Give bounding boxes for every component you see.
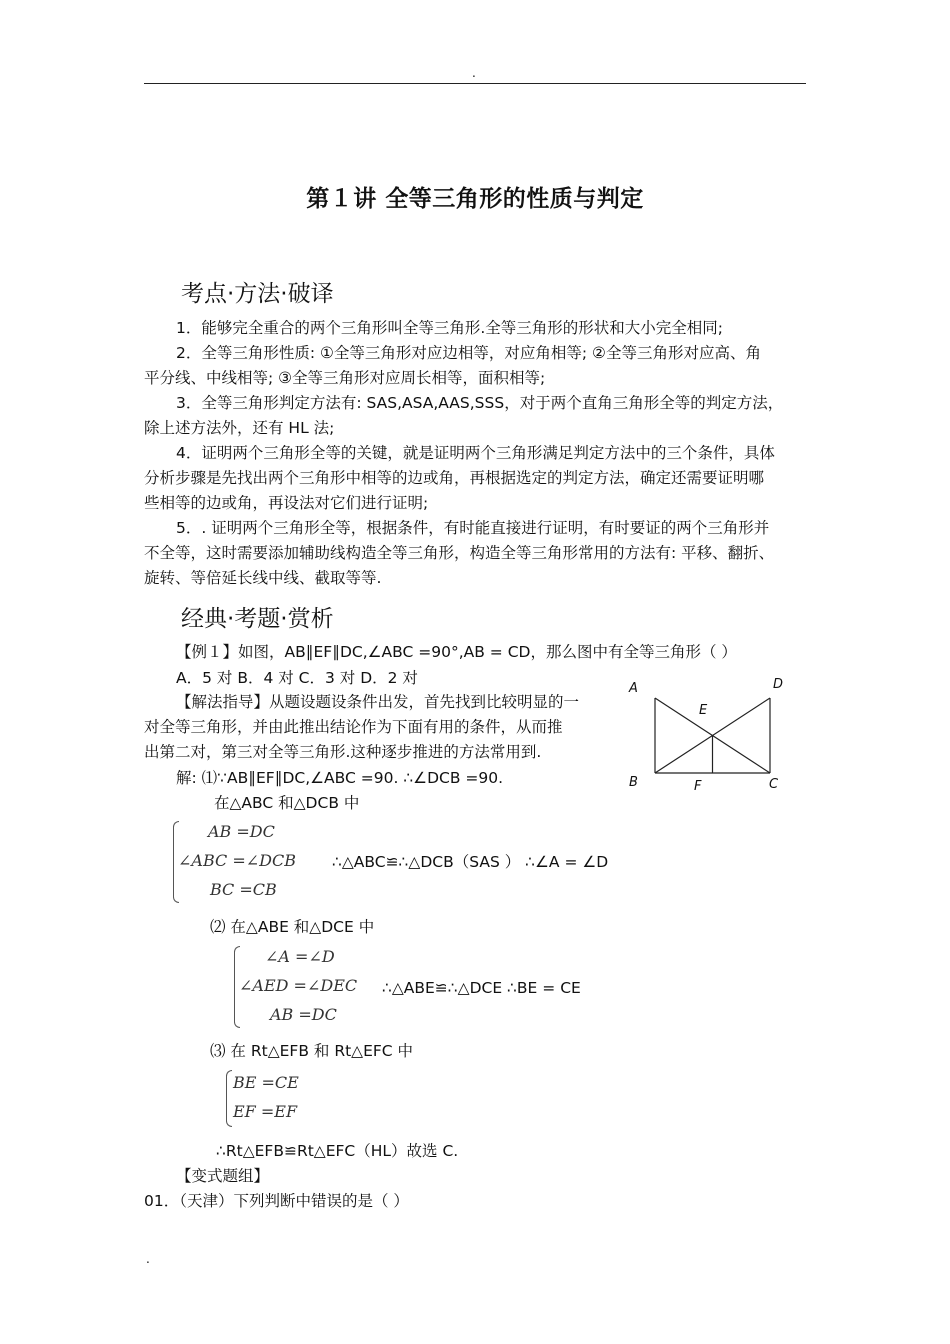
point-4-line2: 分析步骤是先找出两个三角形中相等的边或角，再根据选定的判定方法，确定还需要证明哪 <box>144 469 765 487</box>
point-2-line1: 2．全等三角形性质: ①全等三角形对应边相等，对应角相等; ②全等三角形对应高、角 <box>176 344 761 362</box>
solution-step-2: ⑵ 在△ABE 和△DCE 中 <box>210 918 375 936</box>
point-4-line3: 些相等的边或角，再设法对它们进行证明; <box>144 494 429 512</box>
example-1-question: 【例１】如图，AB∥EF∥DC,∠ABC =90°,AB = CD，那么图中有全等三角形（ ） <box>176 643 737 661</box>
system-3-brace <box>226 1070 232 1127</box>
section-heading-methods: 考点·方法·破译 <box>181 281 334 307</box>
solution-step-1: 解: ⑴∵AB∥EF∥DC,∠ABC =90. ∴∠DCB =90. <box>176 769 504 787</box>
system-3-eq1: BE =CE <box>233 1073 299 1092</box>
section-heading-examples: 经典·考题·赏析 <box>181 606 334 632</box>
conclusion-2: ∴△ABE≌∴△DCE ∴BE = CE <box>382 979 581 997</box>
point-5-line2: 不全等，这时需要添加辅助线构造全等三角形，构造全等三角形常用的方法有: 平移、翻折、 <box>144 544 775 562</box>
point-5-line1: 5．. 证明两个三角形全等，根据条件，有时能直接进行证明，有时要证的两个三角形并 <box>176 519 770 537</box>
label-e: E <box>699 703 708 718</box>
point-1: 1．能够完全重合的两个三角形叫全等三角形.全等三角形的形状和大小完全相同; <box>176 319 724 337</box>
variant-heading: 【变式题组】 <box>176 1167 270 1185</box>
system-1-eq3: BC =CB <box>210 880 277 899</box>
final-conclusion: ∴Rt△EFB≌Rt△EFC（HL）故选 C. <box>216 1142 459 1160</box>
system-3-eq2: EF =EF <box>233 1102 298 1121</box>
label-a: A <box>629 681 638 696</box>
guide-line-1: 【解法指导】从题设题设条件出发，首先找到比较明显的一 <box>176 693 580 711</box>
footer-dot: . <box>146 1252 150 1266</box>
system-1-eq2: ∠ABC =∠DCB <box>178 851 296 870</box>
point-2-line2: 平分线、中线相等; ③全等三角形对应周长相等，面积相等; <box>144 369 546 387</box>
label-f: F <box>694 779 702 794</box>
label-d: D <box>773 677 784 692</box>
conclusion-1: ∴△ABC≌∴△DCB（SAS ） ∴∠A = ∠D <box>332 853 609 871</box>
geometry-figure <box>615 670 795 795</box>
system-2-eq3: AB =DC <box>270 1005 337 1024</box>
solution-step-3: ⑶ 在 Rt△EFB 和 Rt△EFC 中 <box>210 1042 414 1060</box>
guide-line-3: 出第二对，第三对全等三角形.这种逐步推进的方法常用到. <box>144 743 542 761</box>
point-5-line3: 旋转、等倍延长线中线、截取等等. <box>144 569 382 587</box>
system-1-eq1: AB =DC <box>208 822 275 841</box>
system-2-eq1: ∠A =∠D <box>265 947 335 966</box>
label-b: B <box>629 775 638 790</box>
solution-step-1-context: 在△ABC 和△DCB 中 <box>214 794 360 812</box>
point-4-line1: 4．证明两个三角形全等的关键，就是证明两个三角形满足判定方法中的三个条件，具体 <box>176 444 775 462</box>
point-3-line1: 3．全等三角形判定方法有: SAS,ASA,AAS,SSS，对于两个直角三角形全等的判定方法， <box>176 394 784 412</box>
guide-line-2: 对全等三角形，并由此推出结论作为下面有用的条件，从而推 <box>144 718 563 736</box>
page-title: 第１讲 全等三角形的性质与判定 <box>306 186 644 212</box>
example-1-options: A．5 对 B．4 对 C．3 对 D．2 对 <box>176 669 418 687</box>
header-dot: . <box>472 66 476 80</box>
label-c: C <box>769 777 779 792</box>
question-01: 01．（天津）下列判断中错误的是（ ） <box>144 1192 409 1210</box>
system-2-eq2: ∠AED =∠DEC <box>239 976 358 995</box>
header-rule <box>144 83 806 84</box>
point-3-line2: 除上述方法外，还有 HL 法; <box>144 419 335 437</box>
